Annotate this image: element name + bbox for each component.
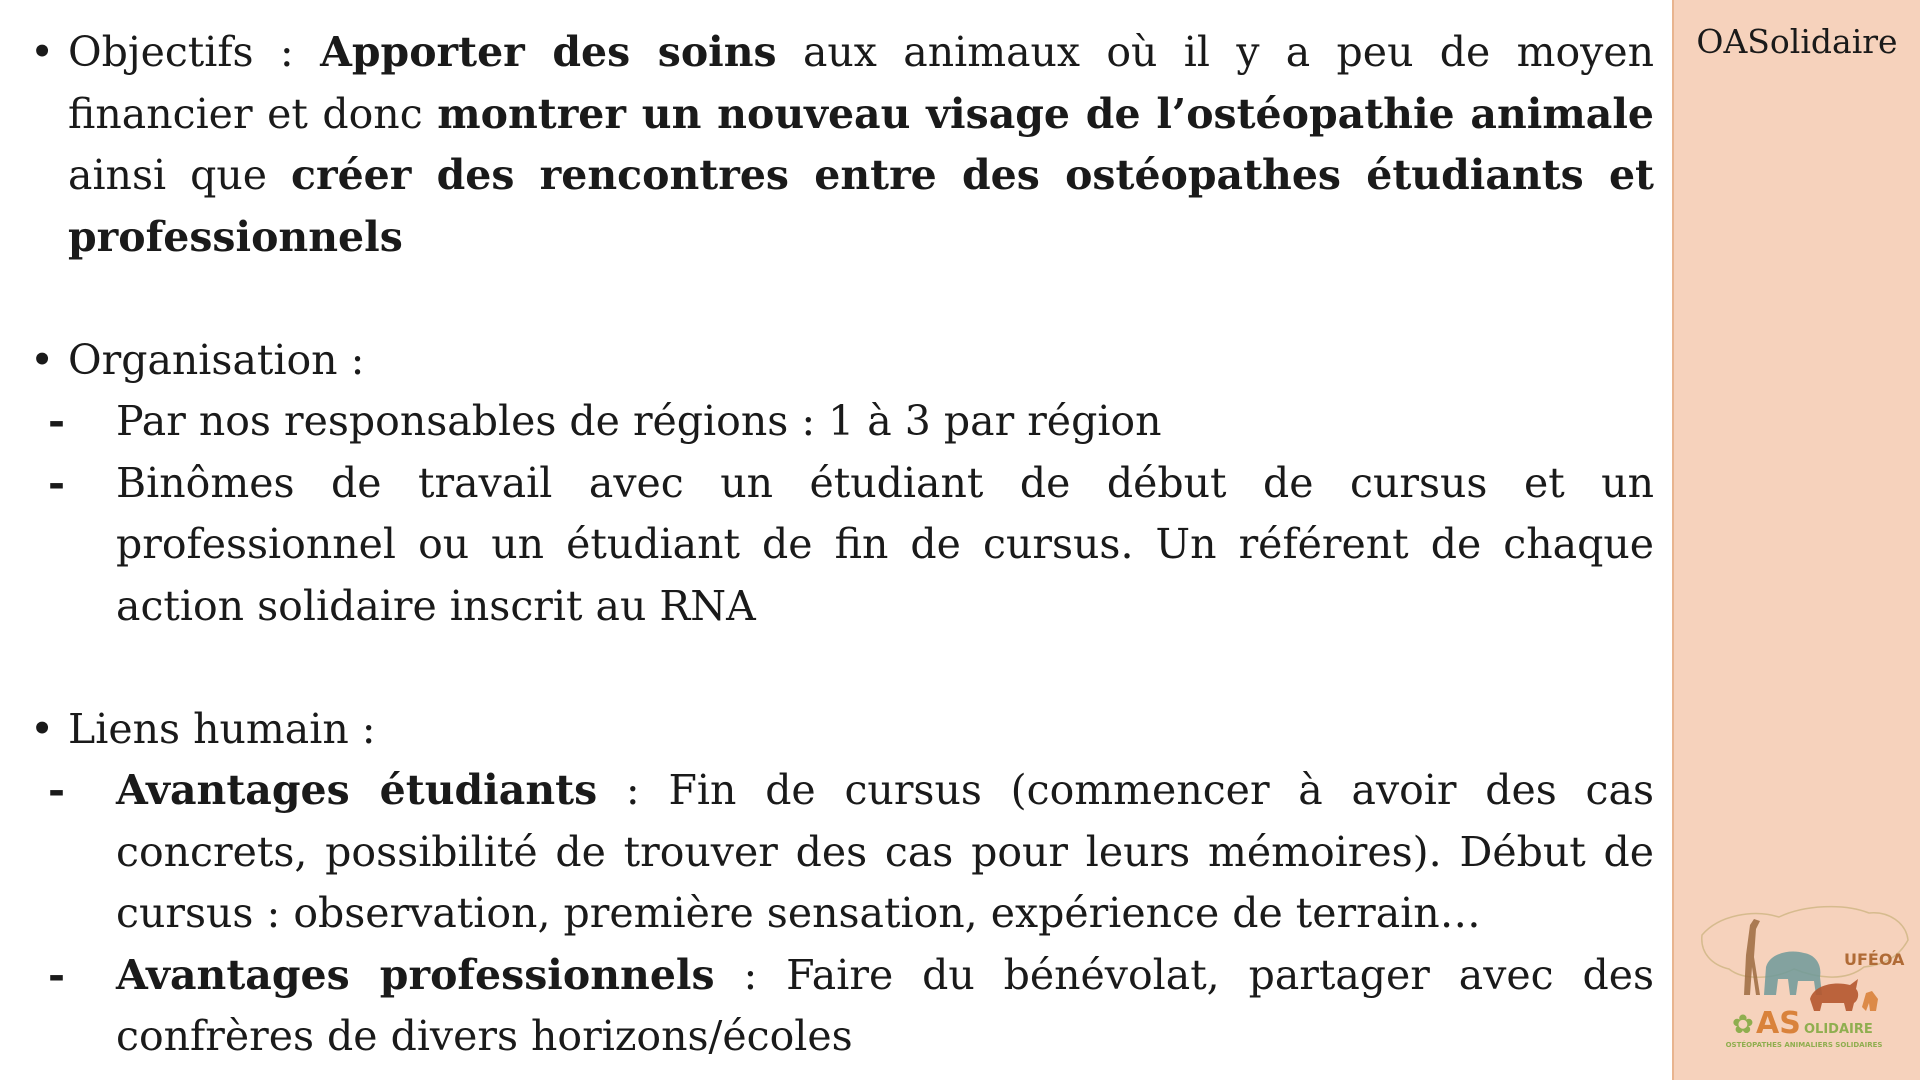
bullet-objectifs — [30, 22, 1654, 268]
liens-item-bold: Avantages professionnels — [116, 950, 715, 999]
dash-icon: - — [48, 950, 66, 999]
elephant-icon — [1764, 952, 1822, 995]
organisation-item-text: Binômes de travail avec un étudiant de début de cursus et un professionnel ou un étudiant de fin de cursus. Un référent de chaque action solidaire inscrit au RNA — [116, 458, 1654, 630]
bullet-liens-humain — [30, 699, 1654, 761]
organisation-item-text: Par nos responsables de régions : 1 à 3 par région — [116, 397, 1162, 445]
dash-icon: - — [48, 458, 66, 507]
logo-subtitle: OSTÉOPATHES ANIMALIERS SOLIDAIRES — [1725, 1041, 1883, 1049]
objectifs-bold-1: Apporter des soins — [320, 28, 777, 76]
objectifs-bold-2: montrer un nouveau visage de l’ostéopathie animale — [437, 89, 1654, 138]
logo-main-text-small: OLIDAIRE — [1804, 1022, 1873, 1037]
giraffe-icon — [1744, 919, 1760, 995]
liens-item-bold: Avantages étudiants — [116, 766, 598, 814]
dog-icon — [1862, 991, 1878, 1011]
oasolidaire-logo — [1694, 895, 1914, 1055]
liens-item — [30, 945, 1654, 1068]
organisation-item — [30, 391, 1654, 453]
sidebar — [1672, 0, 1920, 1080]
spacer — [30, 637, 1654, 699]
liens-item-text: : Fin de cursus (commencer à avoir des cas concrets, possibilité de trouver des cas pour leurs mémoires). Début de cursus : observation, première sensation, expérience de terrain… — [116, 766, 1654, 937]
dash-icon: - — [48, 766, 66, 814]
objectifs-text-3: ainsi que — [68, 151, 292, 199]
organisation-item — [30, 453, 1654, 638]
objectifs-bold-3: créer des rencontres entre des ostéopathes étudiants et professionnels — [68, 151, 1654, 261]
organisation-label: Organisation : — [68, 335, 365, 384]
bullet-dot-icon: • — [30, 335, 55, 384]
objectifs-text-1: Objectifs : — [68, 28, 321, 76]
slide-body — [30, 22, 1654, 1068]
liens-item-text: : Faire du bénévolat, partager avec des confrères de divers horizons/écoles — [116, 950, 1654, 1060]
logo-main-text-big: AS — [1756, 1006, 1801, 1041]
sidebar-title: OASolidaire — [1696, 22, 1898, 61]
logo-paw-icon: ✿ — [1732, 1010, 1754, 1040]
objectifs-text-2: aux animaux où il y a peu de moyen financier et donc — [68, 28, 1655, 138]
spacer — [30, 268, 1654, 330]
bullet-dot-icon: • — [30, 28, 55, 76]
bullet-organisation — [30, 330, 1654, 392]
logo-top-text: UFÉOA — [1844, 950, 1905, 969]
liens-label: Liens humain : — [68, 704, 376, 753]
dash-icon: - — [48, 397, 66, 445]
bullet-dot-icon: • — [30, 704, 55, 753]
liens-item — [30, 760, 1654, 945]
